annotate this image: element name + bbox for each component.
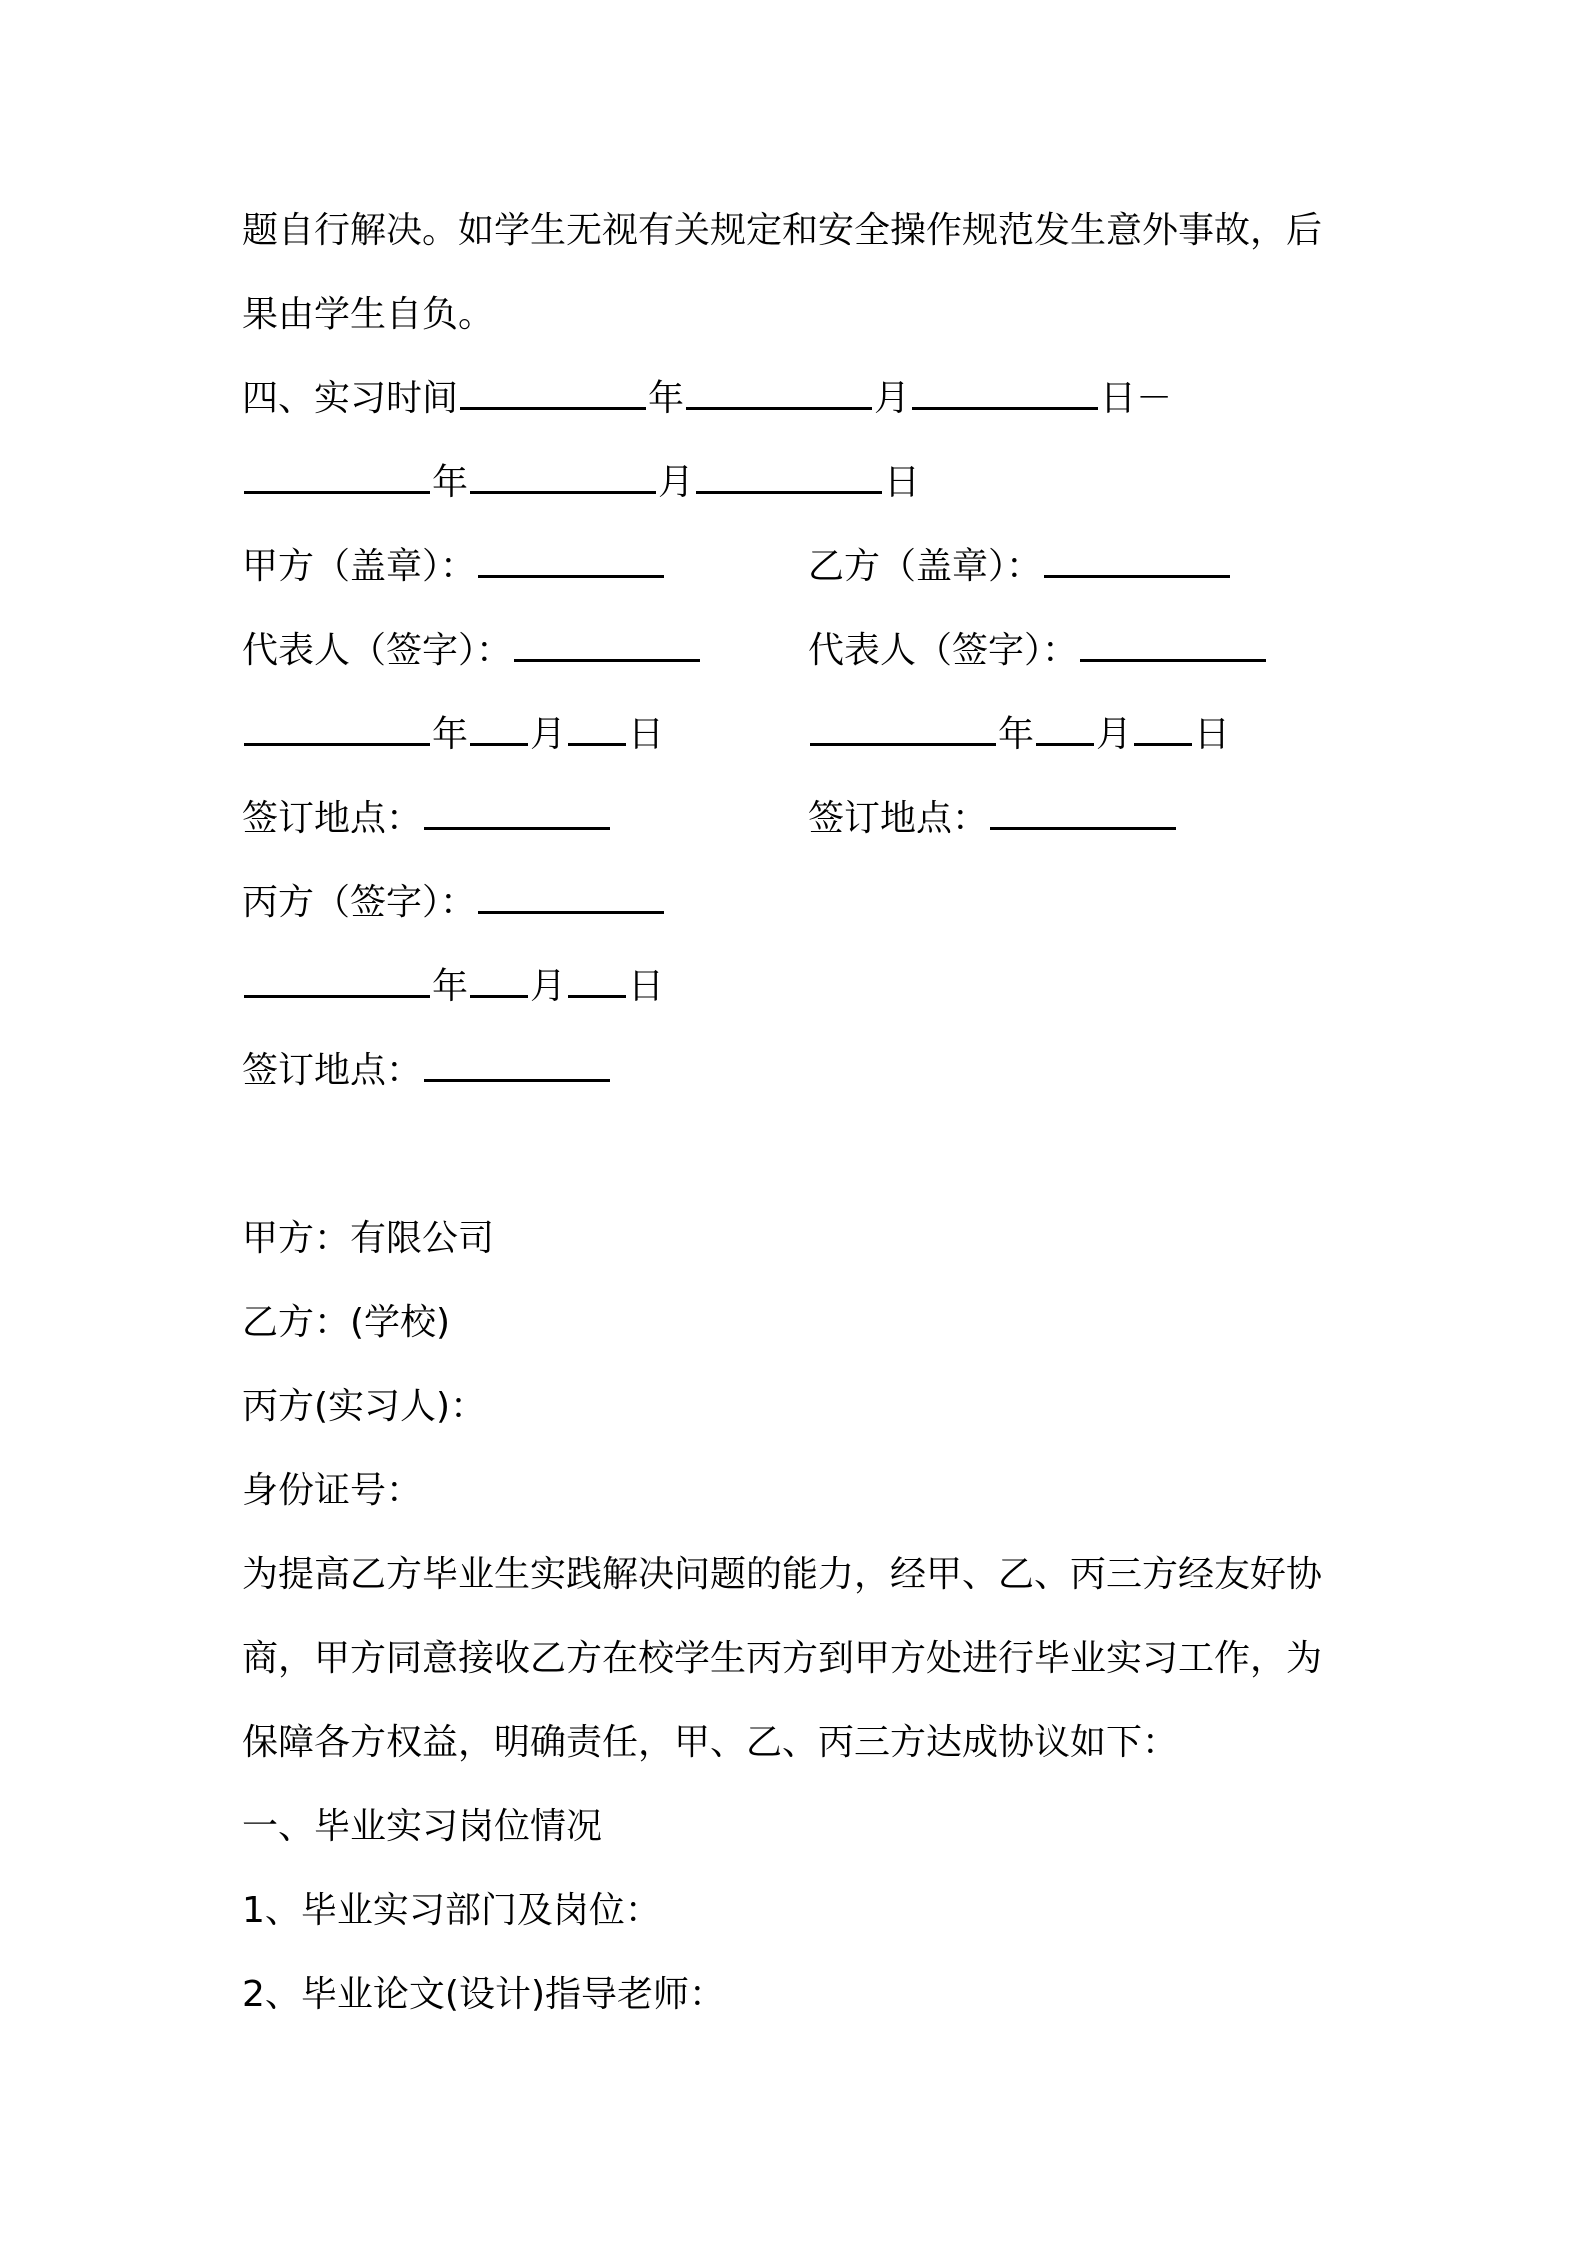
party-b-representative-blank[interactable] <box>1080 633 1266 662</box>
end-day-blank[interactable] <box>696 465 882 494</box>
end-year-blank[interactable] <box>244 465 430 494</box>
date-row <box>242 693 1362 777</box>
party-b-sign-place-label: 签订地点： <box>808 798 989 839</box>
party-a-day-blank[interactable] <box>568 717 626 746</box>
party-b-day-blank[interactable] <box>1134 717 1192 746</box>
start-day-blank[interactable] <box>912 381 1098 410</box>
party-b-date <box>808 693 1230 777</box>
start-year-blank[interactable] <box>460 381 646 410</box>
month-label: 月 <box>1096 714 1133 755</box>
internship-time-label: 四、实习时间 <box>242 378 459 419</box>
party-b-seal-blank[interactable] <box>1044 549 1230 578</box>
party-a-month-blank[interactable] <box>470 717 528 746</box>
party-c-date-row <box>242 945 1362 1029</box>
id-number-line: 身份证号： <box>242 1470 423 1511</box>
internship-time-line <box>242 357 1362 441</box>
party-a-year-blank[interactable] <box>244 717 430 746</box>
year-label: 年 <box>648 378 685 419</box>
document-page <box>242 189 1362 2037</box>
party-b-month-blank[interactable] <box>1036 717 1094 746</box>
sign-place-row <box>242 777 1362 861</box>
year-label: 年 <box>998 714 1035 755</box>
day-label: 日 <box>1100 378 1137 419</box>
month-label: 月 <box>658 462 695 503</box>
party-c-sign-row <box>242 861 1362 945</box>
end-month-blank[interactable] <box>470 465 656 494</box>
paragraph-line: 为提高乙方毕业生实践解决问题的能力，经甲、乙、丙三方经友好协 <box>242 1554 1323 1595</box>
start-month-blank[interactable] <box>686 381 872 410</box>
paragraph-line: 商，甲方同意接收乙方在校学生丙方到甲方处进行毕业实习工作，为 <box>242 1638 1323 1679</box>
internship-end-line <box>242 441 1362 525</box>
party-c-sign-place-label: 签订地点： <box>242 1050 423 1091</box>
spacer <box>242 1113 1362 1197</box>
party-c-year-blank[interactable] <box>244 969 430 998</box>
party-c-sign-place-blank[interactable] <box>424 1053 610 1082</box>
party-b-sign-place <box>808 777 1178 861</box>
party-a-sign-place-blank[interactable] <box>424 801 610 830</box>
party-b-line: 乙方：(学校) <box>242 1302 451 1343</box>
day-label: 日 <box>1194 714 1231 755</box>
list-item: 1、毕业实习部门及岗位： <box>242 1890 661 1931</box>
party-c-sign-place-row <box>242 1029 1362 1113</box>
month-label: 月 <box>530 714 567 755</box>
section-heading: 一、毕业实习岗位情况 <box>242 1806 603 1847</box>
party-b-seal <box>808 525 1232 609</box>
text-line: 题自行解决。如学生无视有关规定和安全操作规范发生意外事故，后 <box>242 210 1323 251</box>
party-a-line: 甲方：有限公司 <box>242 1218 495 1259</box>
seal-row <box>242 525 1362 609</box>
year-label: 年 <box>432 966 469 1007</box>
party-c-month-blank[interactable] <box>470 969 528 998</box>
party-b-year-blank[interactable] <box>810 717 996 746</box>
day-label: 日 <box>884 462 921 503</box>
party-c-sign-label: 丙方（签字）： <box>242 882 477 923</box>
party-b-sign-place-blank[interactable] <box>990 801 1176 830</box>
party-a-seal-label: 甲方（盖章）： <box>242 546 477 587</box>
month-label: 月 <box>874 378 911 419</box>
representative-row <box>242 609 1362 693</box>
party-b-seal-label: 乙方（盖章）： <box>808 546 1043 587</box>
party-b-representative-label: 代表人（签字）： <box>808 630 1079 671</box>
day-label: 日 <box>628 966 665 1007</box>
month-label: 月 <box>530 966 567 1007</box>
party-a-seal-blank[interactable] <box>478 549 664 578</box>
dash: － <box>1136 378 1173 419</box>
party-a-representative-label: 代表人（签字）： <box>242 630 513 671</box>
year-label: 年 <box>432 462 469 503</box>
party-c-day-blank[interactable] <box>568 969 626 998</box>
party-a-representative-blank[interactable] <box>514 633 700 662</box>
party-c-line: 丙方(实习人)： <box>242 1386 487 1427</box>
text-line: 果由学生自负。 <box>242 294 495 335</box>
party-c-sign-blank[interactable] <box>478 885 664 914</box>
day-label: 日 <box>628 714 665 755</box>
party-b-representative <box>808 609 1268 693</box>
party-a-sign-place-label: 签订地点： <box>242 798 423 839</box>
list-item: 2、毕业论文(设计)指导老师： <box>242 1974 725 2015</box>
year-label: 年 <box>432 714 469 755</box>
paragraph-line: 保障各方权益，明确责任，甲、乙、丙三方达成协议如下： <box>242 1722 1179 1763</box>
